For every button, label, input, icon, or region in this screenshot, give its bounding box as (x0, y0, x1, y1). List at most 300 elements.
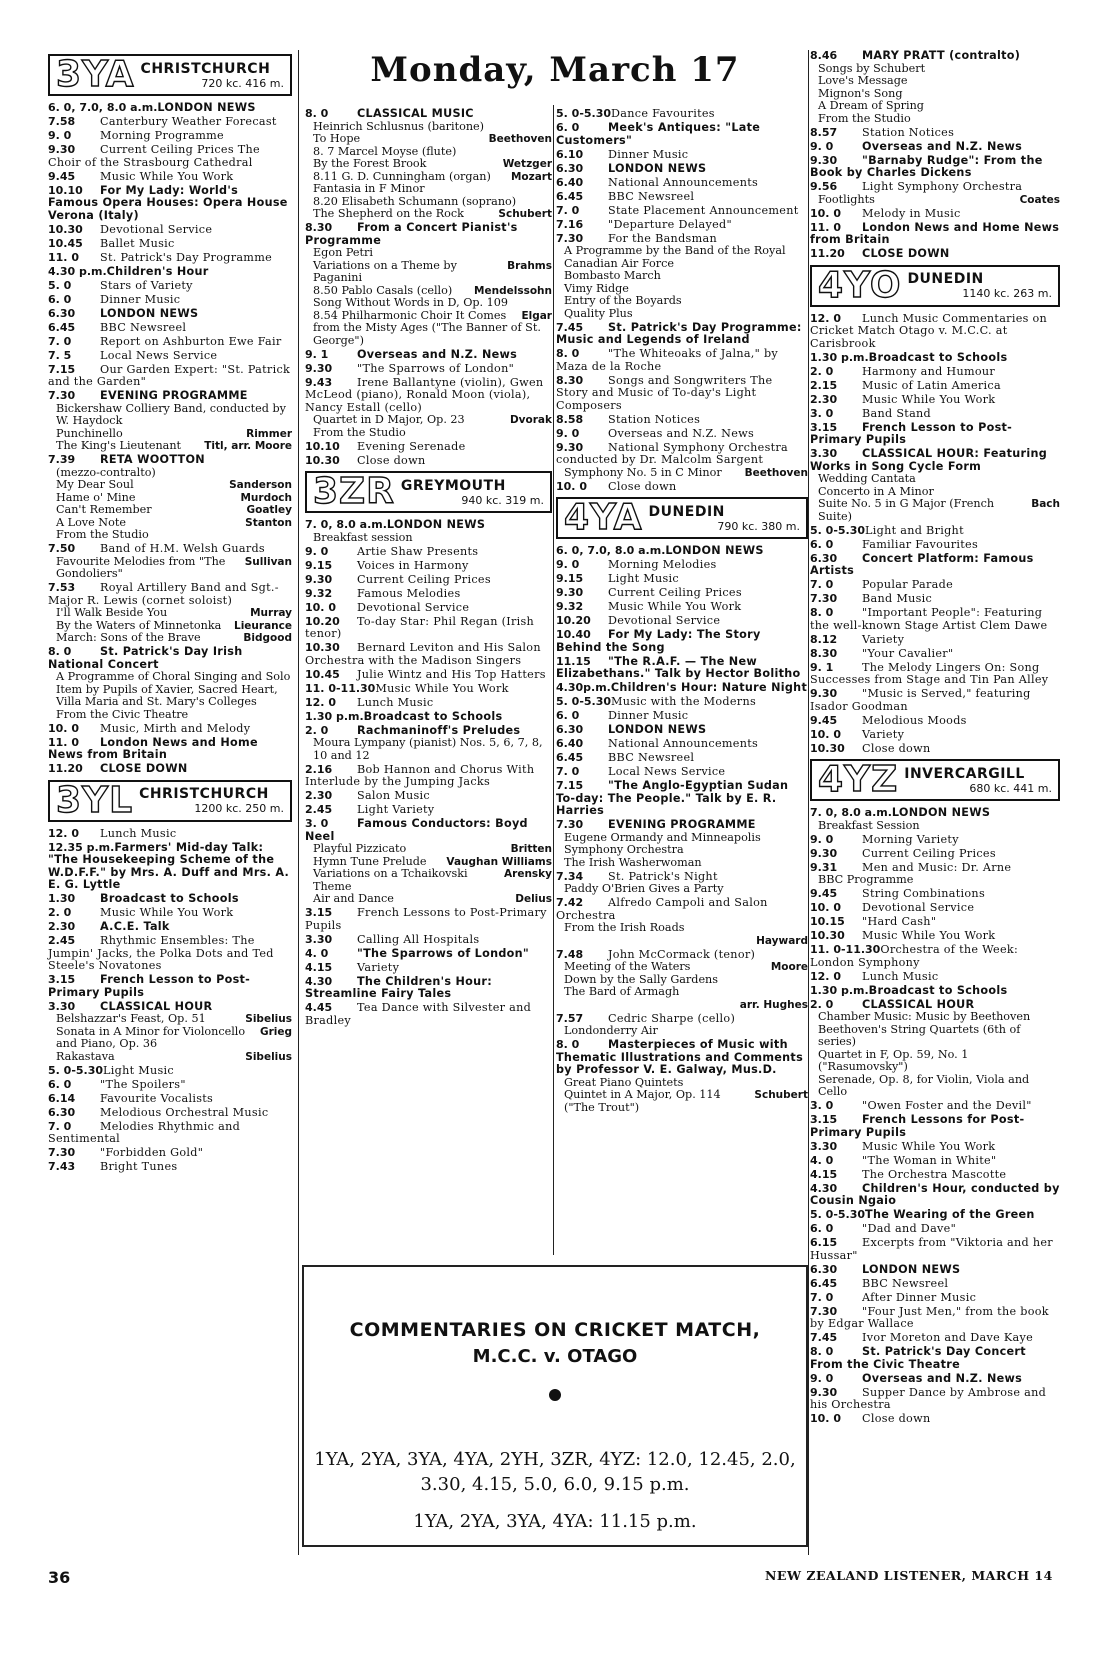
programme-entry (305, 602, 552, 615)
programme-entry (48, 350, 292, 363)
entry-time: 7.45 (556, 320, 584, 334)
entry-title: St. Patrick's Day Programme: Music and Legends of Ireland (556, 320, 802, 346)
entry-time: 6. 0 (48, 292, 72, 306)
programme-entry (810, 930, 1060, 943)
station-header (556, 497, 808, 539)
programme-entry (810, 888, 1060, 901)
entry-time: 2. 0 (810, 997, 834, 1011)
entry-title: Dinner Music (608, 147, 689, 161)
entry-time: 9.45 (810, 713, 838, 727)
entry-detail-text: From the Civic Theatre (56, 707, 189, 721)
programme-entry (810, 366, 1060, 379)
entry-title: Close down (608, 479, 677, 493)
programme-entry (305, 377, 552, 440)
entry-time: 12. 0 (305, 695, 336, 709)
programme-entry (810, 539, 1060, 552)
entry-time: 7.16 (556, 217, 584, 231)
entry-detail-line (305, 310, 552, 348)
programme-entry (810, 648, 1060, 661)
entry-time: 7. 5 (48, 348, 72, 362)
entry-title: Men and Music: Dr. Arne (862, 860, 1012, 874)
entry-detail-line (305, 532, 552, 545)
entry-detail-text: The Bard of Armagh (564, 985, 680, 998)
entry-title: Rachmaninoff's Preludes (357, 723, 521, 737)
entry-time: 8.12 (810, 632, 838, 646)
entry-detail-text: BBC Programme (818, 873, 914, 886)
entry-time: 3. 0 (810, 406, 834, 420)
programme-entry (48, 1079, 292, 1092)
entry-composer: Schubert (498, 208, 552, 220)
entry-detail-text: Quartet in F, Op. 59, No. 1 ("Rasumovsky") (818, 1047, 969, 1073)
entry-time: 4.45 (305, 1001, 333, 1014)
entry-title: CLOSE DOWN (100, 762, 188, 775)
entry-title: "The Sparrows of London" (357, 361, 515, 375)
programme-entry (305, 1002, 552, 1027)
entry-composer: Bidgood (243, 632, 292, 644)
programme-entry (810, 1114, 1060, 1139)
entry-detail-text: By the Waters of Minnetonka (56, 618, 222, 632)
station-header (48, 54, 292, 96)
column-2 (305, 108, 552, 1029)
programme-entry (810, 1223, 1060, 1236)
entry-time: 12. 0 (810, 969, 841, 983)
entry-time: 7.30 (810, 1304, 838, 1318)
entry-time: 7. 0 (556, 765, 580, 778)
entry-time: 7. 0 (556, 203, 580, 217)
entry-title: National Announcements (608, 737, 759, 750)
programme-entry (556, 724, 808, 737)
entry-detail-text: Entry of the Boyards (564, 294, 682, 307)
entry-title: Popular Parade (862, 578, 954, 591)
entry-detail-line (48, 671, 292, 709)
entry-title: Our Garden Expert: "St. Patrick and the Garden" (48, 362, 291, 388)
entry-time: 7. 0 (810, 578, 834, 591)
programme-entry (48, 252, 292, 265)
entry-detail-text: The Irish Washerwoman (564, 855, 702, 869)
entry-detail-text: Variations on a Tchaikovski Theme (313, 867, 468, 893)
programme-entry (556, 780, 808, 818)
entry-time: 9. 0 (810, 1371, 834, 1385)
entry-time: 2. 0 (305, 723, 329, 737)
entry-title: "Important People": Featuring the well-known Stage Artist Clem Dawe (810, 606, 1048, 632)
programme-entry (810, 141, 1060, 154)
entry-time: 6. 0, 7.0, 8.0 a.m. (556, 544, 666, 557)
entry-time: 9.30 (48, 143, 76, 156)
programme-entry (810, 662, 1060, 687)
entry-composer: Brahms (507, 259, 552, 272)
entry-detail-text: Bickershaw Colliery Band, conducted by W. Haydock (56, 401, 286, 427)
entry-title: Bernard Leviton and His Salon Orchestra with the Madison Singers (305, 641, 541, 667)
entry-time: 6.45 (810, 1276, 838, 1290)
entry-time: 3.30 (305, 932, 333, 946)
entry-title: "Departure Delayed" (608, 217, 732, 231)
entry-detail-line (556, 308, 808, 321)
station-frequency: 680 kc. 441 m. (969, 781, 1052, 795)
entry-title: BBC Newsreel (608, 751, 695, 764)
programme-entry (48, 454, 292, 542)
entry-time: 10. 0 (556, 479, 587, 493)
entry-title: "The Anglo-Egyptian Sudan To-day: The People." Talk by E. R. Harries (556, 779, 789, 817)
programme-entry (48, 763, 292, 776)
entry-detail-text: From the Studio (818, 111, 911, 125)
entry-detail-line (810, 1049, 1060, 1074)
programme-entry (48, 322, 292, 335)
entry-composer: Sullivan (244, 555, 292, 568)
entry-composer: Beethoven (488, 133, 552, 145)
entry-composer: Elgar (521, 309, 552, 322)
programme-entry (810, 1141, 1060, 1154)
entry-time: 7.39 (48, 453, 76, 466)
entry-time: 7.30 (556, 231, 584, 245)
entry-time: 4.15 (305, 960, 333, 974)
entry-title: Broadcast to Schools (100, 892, 239, 905)
entry-detail-text: 8. 7 Marcel Moyse (flute) (313, 144, 457, 158)
entry-title: Local News Service (608, 765, 726, 778)
programme-entry (810, 313, 1060, 351)
entry-time: 1.30 p.m. (810, 983, 869, 997)
programme-entry (810, 448, 1060, 523)
entry-time: 11. 0 (810, 220, 841, 234)
programme-entry (556, 177, 808, 190)
entry-time: 12. 0 (48, 826, 79, 840)
entry-title: Band Stand (862, 406, 932, 420)
entry-time: 7.43 (48, 1160, 76, 1173)
entry-detail-text: Quartet in D Major, Op. 23 (313, 413, 465, 426)
entry-title: "The Woman in White" (862, 1153, 997, 1167)
entry-detail-text: Serenade, Op. 8, for Violin, Viola and Cello (818, 1072, 1030, 1098)
entry-title: Station Notices (608, 412, 701, 426)
entry-detail-text: (mezzo-contralto) (56, 465, 156, 479)
entry-time: 6.14 (48, 1091, 76, 1105)
entry-time: 2. 0 (810, 364, 834, 378)
entry-detail-line (556, 832, 808, 857)
programme-entry (810, 916, 1060, 929)
entry-time: 10.10 (48, 183, 83, 197)
entry-detail-text: Beethoven's String Quartets (6th of series) (818, 1022, 1021, 1048)
entry-detail-text: Footlights (818, 192, 875, 206)
entry-title: "Four Just Men," from the book by Edgar Wallace (810, 1304, 1049, 1330)
entry-time: 8. 0 (48, 645, 72, 658)
entry-detail-text: Love's Message (818, 74, 908, 87)
entry-title: LONDON NEWS (891, 806, 991, 819)
programme-entry (48, 280, 292, 293)
entry-time: 6.30 (556, 161, 584, 175)
entry-title: Broadcast to Schools (868, 350, 1008, 364)
entry-title: French Lessons for Post-Primary Pupils (810, 1113, 1025, 1139)
entry-title: "Owen Foster and the Devil" (862, 1099, 1032, 1112)
programme-entry (810, 729, 1060, 742)
entry-detail-line (556, 1089, 808, 1114)
entry-title: Light Symphony Orchestra (862, 180, 1023, 193)
entry-detail-text: Chamber Music: Music by Beethoven (818, 1010, 1031, 1023)
entry-title: Evening Serenade (357, 439, 466, 453)
programme-entry (48, 842, 292, 892)
entry-title: Songs and Songwriters The Story and Music of To-day's Light Composers (556, 373, 773, 412)
entry-title: Broadcast to Schools (868, 983, 1008, 997)
programme-entry (305, 616, 552, 641)
programme-entry (810, 181, 1060, 206)
entry-title: Current Ceiling Prices The Choir of the Strasbourg Cathedral (48, 143, 260, 169)
entry-title: Dance Favourites (611, 107, 715, 120)
entry-time: 6. 0 (810, 537, 834, 551)
programme-entry (556, 108, 808, 121)
programme-entry (305, 441, 552, 454)
entry-title: "The Sparrows of London" (357, 946, 530, 960)
entry-title: LONDON NEWS (608, 161, 707, 175)
entry-title: Excerpts from "Viktoria and her Hussar" (810, 1236, 1053, 1262)
entry-title: Light Variety (357, 803, 435, 816)
entry-time: 6.30 (810, 1262, 838, 1276)
programme-entry (556, 1039, 808, 1114)
entry-time: 7. 0, 8.0 a.m. (305, 518, 387, 531)
entry-time: 5. 0-5.30 (810, 523, 866, 537)
entry-title: Salon Music (357, 789, 430, 802)
entry-title: Lunch Music (100, 826, 177, 840)
programme-entry (305, 560, 552, 573)
entry-title: Cedric Sharpe (cello) (608, 1011, 736, 1025)
entry-detail-text: Paddy O'Brien Gives a Party (564, 882, 724, 895)
entry-title: Orchestra of the Week: London Symphony (810, 943, 1019, 969)
entry-time: 4.30 p.m. (48, 264, 107, 278)
programme-entry (305, 976, 552, 1001)
entry-time: 10.30 (810, 741, 845, 755)
entry-title: Light Music (103, 1063, 175, 1077)
entry-title: Calling All Hospitals (357, 932, 480, 946)
entry-detail-text: Variations on a Theme by Paganini (313, 258, 457, 284)
entry-title: State Placement Announcement (608, 203, 799, 217)
entry-title: Stars of Variety (100, 278, 193, 292)
programme-entry (810, 155, 1060, 180)
entry-time: 7.15 (48, 362, 76, 376)
programme-entry (48, 224, 292, 237)
programme-entry (810, 971, 1060, 984)
entry-composer: Dvorak (509, 414, 552, 426)
entry-time: 6. 0, 7.0, 8.0 a.m. (48, 101, 158, 114)
entry-time: 6.40 (556, 175, 584, 189)
entry-time: 9.15 (556, 572, 584, 585)
entry-time: 10.15 (810, 915, 845, 928)
programme-entry (810, 1155, 1060, 1168)
programme-entry (810, 1306, 1060, 1331)
programme-entry (48, 1107, 292, 1120)
commentary-times-line-2: 1YA, 2YA, 3YA, 4YA: 11.15 p.m. (413, 1511, 697, 1532)
entry-title: Melodious Orchestral Music (100, 1105, 269, 1119)
entry-detail-text: Eugene Ormandy and Minneapolis Symphony Orchestra (564, 830, 761, 856)
entry-time: 9. 0 (305, 544, 329, 558)
commentary-title: COMMENTARIES ON CRICKET MATCH, (349, 1319, 761, 1341)
programme-entry (810, 248, 1060, 261)
entry-detail-text: Meeting of the Waters (564, 960, 691, 973)
programme-entry (48, 130, 292, 143)
entry-title: Melodious Moods (862, 713, 967, 727)
entry-composer: Mozart (510, 170, 552, 183)
programme-entry (556, 233, 808, 321)
programme-entry (810, 607, 1060, 632)
entry-time: 2.15 (810, 378, 838, 392)
entry-detail-line (556, 986, 808, 999)
station-call-sign: 3YA (56, 54, 135, 95)
entry-title: From a Concert Pianist's Programme (305, 221, 518, 247)
entry-title: London News and Home News from Britain (810, 220, 1060, 246)
entry-title: Light and Bright (865, 523, 964, 537)
programme-entry (556, 710, 808, 723)
entry-time: 10.10 (305, 439, 340, 453)
entry-detail-text: Sonata in A Minor for Violoncello and Piano, Op. 36 (56, 1024, 246, 1050)
entry-detail-text: From the Studio (56, 528, 149, 541)
programme-entry (556, 766, 808, 779)
entry-detail-text: I'll Walk Beside You (56, 606, 168, 619)
entry-time: 8.30 (305, 221, 333, 234)
entry-title: MARY PRATT (contralto) (862, 49, 1021, 62)
entry-composer: Sibelius (245, 1013, 292, 1025)
entry-detail-text: Moura Lympany (pianist) Nos. 5, 6, 7, 8, 10 and 12 (313, 736, 543, 762)
entry-detail-text: Favourite Melodies from "The Gondoliers" (56, 554, 226, 580)
programme-entry (556, 428, 808, 441)
entry-time: 4. 0 (810, 1153, 834, 1167)
entry-title: Dinner Music (608, 709, 689, 722)
programme-entry (556, 949, 808, 1012)
entry-title: Music of Latin America (862, 378, 1001, 392)
programme-entry (810, 1169, 1060, 1182)
entry-detail-line (305, 285, 552, 310)
programme-entry (810, 222, 1060, 247)
programme-entry (810, 1346, 1060, 1371)
entry-title: Devotional Service (862, 901, 975, 914)
entry-detail-text: Hymn Tune Prelude (313, 854, 427, 868)
entry-title: Morning Variety (862, 832, 959, 846)
programme-entry (305, 725, 552, 763)
programme-entry (48, 390, 292, 453)
programme-entry (810, 1209, 1060, 1222)
entry-title: Current Ceiling Prices (608, 586, 742, 599)
entry-title: The Children's Hour: Streamline Fairy Tales (305, 974, 492, 1000)
entry-detail-line (556, 467, 808, 480)
entry-composer: Murdoch (240, 491, 292, 504)
entry-title: Music While You Work (862, 392, 996, 406)
programme-entry (48, 238, 292, 251)
entry-detail-text: Can't Remember (56, 503, 152, 516)
programme-entry (810, 1292, 1060, 1305)
entry-detail-text: Quality Plus (564, 306, 633, 320)
entry-detail-line (305, 893, 552, 906)
entry-detail-text: Great Piano Quintets (564, 1075, 684, 1089)
entry-composer: Britten (510, 843, 552, 855)
entry-time: 9.30 (556, 440, 584, 454)
entry-time: 11. 0-11.30 (305, 681, 376, 695)
entry-title: LONDON NEWS (157, 101, 256, 114)
programme-entry (48, 171, 292, 184)
entry-title: Farmers' Mid-day Talk: "The Housekeeping Scheme of the W.D.F.F." by Mrs. A. Duff and Mrs. A. E. G. Lyttle (48, 840, 290, 891)
column-4 (810, 50, 1060, 1427)
entry-time: 3.30 (810, 447, 838, 460)
entry-time: 9.30 (810, 1385, 838, 1399)
entry-time: 7.34 (556, 869, 584, 883)
entry-detail-text: Suite No. 5 in G Major (French Suite) (818, 497, 995, 523)
entry-detail-text: A Dream of Spring (818, 99, 924, 112)
entry-detail-text: Mignon's Song (818, 86, 903, 100)
entry-title: Children's Hour (106, 264, 209, 278)
entry-title: BBC Newsreel (862, 1276, 949, 1290)
entry-time: 8. 0 (810, 606, 834, 619)
programme-entry (305, 546, 552, 559)
entry-detail-line (810, 1024, 1060, 1049)
entry-time: 11. 0 (48, 250, 79, 264)
entry-time: 6. 0 (556, 121, 580, 134)
entry-time: 9.45 (810, 887, 838, 900)
entry-detail-text: Concerto in A Minor (818, 484, 934, 498)
entry-time: 6.30 (48, 1105, 76, 1119)
entry-detail-text: The Shepherd on the Rock (313, 207, 464, 220)
entry-title: Overseas and N.Z. News (862, 1371, 1023, 1385)
entry-time: 9. 0 (810, 139, 834, 153)
entry-time: 7.30 (556, 818, 584, 831)
programme-entry (48, 921, 292, 934)
entry-title: EVENING PROGRAMME (100, 389, 248, 402)
entry-title: To-day Star: Phil Regan (Irish tenor) (305, 614, 535, 640)
entry-detail-line (556, 935, 808, 948)
programme-entry (48, 646, 292, 721)
entry-time: 10.20 (556, 614, 591, 627)
entry-time: 10.30 (305, 453, 340, 467)
entry-detail-text: 8.50 Pablo Casals (cello) Song Without Words in D, Op. 109 (313, 283, 508, 309)
entry-detail-line (556, 999, 808, 1012)
programme-entry (48, 266, 292, 279)
entry-title: "Dad and Dave" (862, 1222, 957, 1235)
entry-time: 8.30 (810, 646, 838, 660)
entry-title: Ivor Moreton and Dave Kaye (862, 1331, 1034, 1344)
entry-title: Dinner Music (100, 292, 181, 306)
programme-entry (48, 1093, 292, 1106)
entry-detail-text: Vimy Ridge (564, 281, 629, 295)
programme-entry (810, 579, 1060, 592)
entry-composer: arr. Hughes (739, 998, 808, 1011)
entry-time: 8. 0 (556, 1038, 580, 1051)
entry-detail-text: Down by the Sally Gardens (564, 972, 719, 986)
entry-detail-text: Rakastava (56, 1049, 115, 1063)
entry-time: 10. 0 (305, 600, 336, 614)
entry-title: Voices in Harmony (357, 558, 469, 572)
programme-entry (48, 185, 292, 223)
entry-detail-text: Belshazzar's Feast, Op. 51 (56, 1012, 206, 1025)
entry-detail-text: Hame o' Mine (56, 490, 136, 504)
entry-time: 10. 0 (810, 901, 841, 914)
column-rule-2 (553, 105, 554, 1255)
entry-time: 2.30 (305, 789, 333, 802)
entry-title: Artie Shaw Presents (357, 544, 479, 558)
entry-time: 7.30 (48, 1146, 76, 1159)
entry-detail-text: From the Studio (313, 425, 406, 439)
entry-time: 7.50 (48, 542, 76, 555)
entry-title: Current Ceiling Prices (357, 572, 491, 586)
entry-time: 8.57 (810, 125, 838, 139)
programme-entry (810, 999, 1060, 1099)
entry-time: 9.30 (556, 586, 584, 599)
entry-title: Royal Artillery Band and Sgt.-Major R. Lewis (cornet soloist) (48, 581, 279, 607)
station-city: GREYMOUTH (400, 477, 506, 494)
entry-time: 2.16 (305, 762, 333, 776)
entry-title: String Combinations (862, 887, 985, 900)
entry-title: Broadcast to Schools (363, 709, 503, 723)
programme-entry (810, 634, 1060, 647)
entry-time: 11. 0 (48, 735, 79, 749)
entry-title: Close down (862, 1412, 931, 1425)
entry-title: "Your Cavalier" (862, 646, 954, 660)
programme-entry (810, 902, 1060, 915)
entry-time: 6.45 (556, 189, 584, 203)
programme-entry (556, 696, 808, 709)
station-call-sign: 3ZR (313, 471, 395, 512)
entry-title: Music While You Work (375, 681, 509, 695)
